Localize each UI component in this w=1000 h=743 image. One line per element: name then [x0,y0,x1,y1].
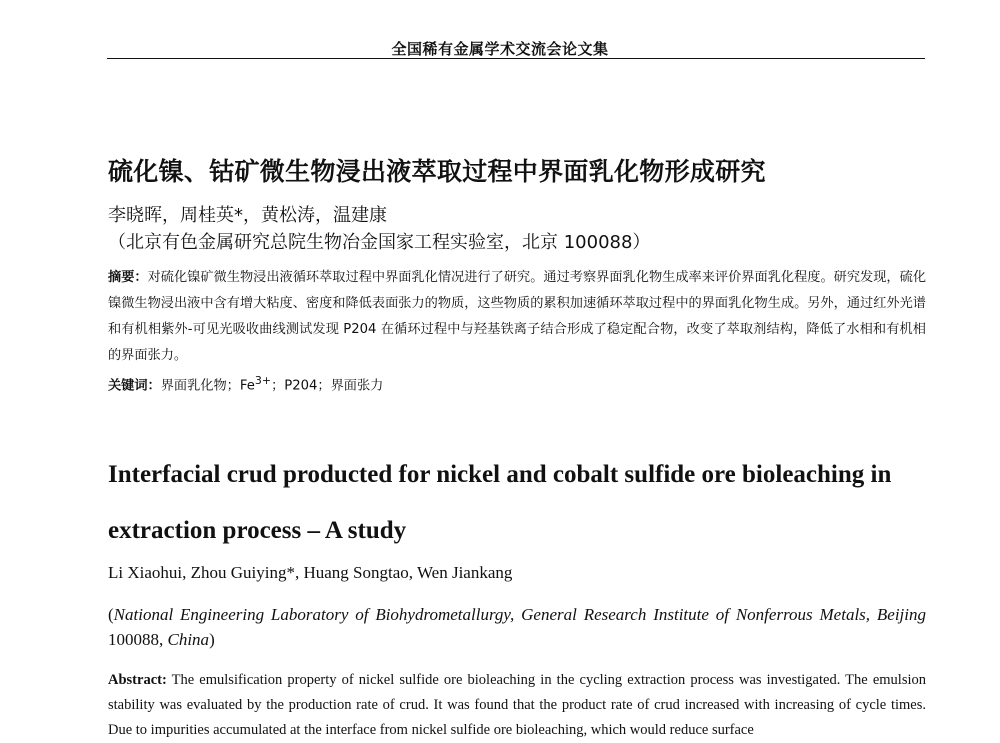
affil-org: National Engineering Laboratory of Biohydrometallurgy, General Research Institute of Nonferrous Metals, Beijing [113,605,926,624]
chinese-title: 硫化镍、钴矿微生物浸出液萃取过程中界面乳化物形成研究 [108,157,766,186]
keyword-surface-tension: 界面张力 [330,378,384,394]
keyword-crud: 界面乳化物； [160,378,240,394]
chinese-abstract-text: 对硫化镍矿微生物浸出液循环萃取过程中界面乳化情况进行了研究。通过考察界面乳化物生成率来评价界面乳化程度。研究发现，硫化镍微生物浸出液中含有增大粘度、密度和降低表面张力的物质，这些物质的累积加速循环萃取过程中的界面乳化物生成。另外，通过红外光谱和有机相紫外-可见光吸收曲线测试发现 P204 在循环过程中与羟基铁离子结合形成了稳定配合物，改变了萃取剂结构，降低了水相和有机相的界面张力。 [108,270,927,363]
affil-open: ( [108,605,114,624]
chinese-abstract [108,265,926,369]
affil-close: ) [209,630,215,649]
english-abstract-text: The emulsification property of nickel sulfide ore bioleaching in the cycling extraction process was investigated. The emulsion stability was evaluated by the production rate of crud. It was found that the product rate of crud increased with increasing of cycle times. Due to impurities accumulated at the interface from nickel sulfide ore bioleaching, which would reduce surface [108,672,926,738]
keyword-fe-sup: 3+ [254,374,272,387]
keyword-fe-base: Fe [239,378,255,394]
english-abstract-label: Abstract: [108,672,167,688]
affil-zip: 100088, [108,630,168,649]
chinese-keywords-label: 关键词： [108,378,161,394]
keyword-p204: P204； [284,378,331,394]
english-affiliation [108,602,926,652]
english-title: Interfacial crud producted for nickel and cobalt sulfide ore bioleaching in extraction process – A study [108,461,892,544]
chinese-authors: 李晓晖，周桂英*，黄松涛，温建康 [108,205,387,226]
english-authors: Li Xiaohui, Zhou Guiying*, Huang Songtao, Wen Jiankang [108,563,513,582]
keyword-fe-sep: ； [271,378,285,394]
chinese-abstract-label: 摘要： [108,270,148,285]
chinese-keywords [108,374,383,393]
affil-country: China [167,630,210,649]
chinese-affiliation: （北京有色金属研究总院生物冶金国家工程实验室，北京 100088） [108,232,651,253]
running-header: 全国稀有金属学术交流会论文集 [391,40,609,58]
header-rule [107,58,925,59]
